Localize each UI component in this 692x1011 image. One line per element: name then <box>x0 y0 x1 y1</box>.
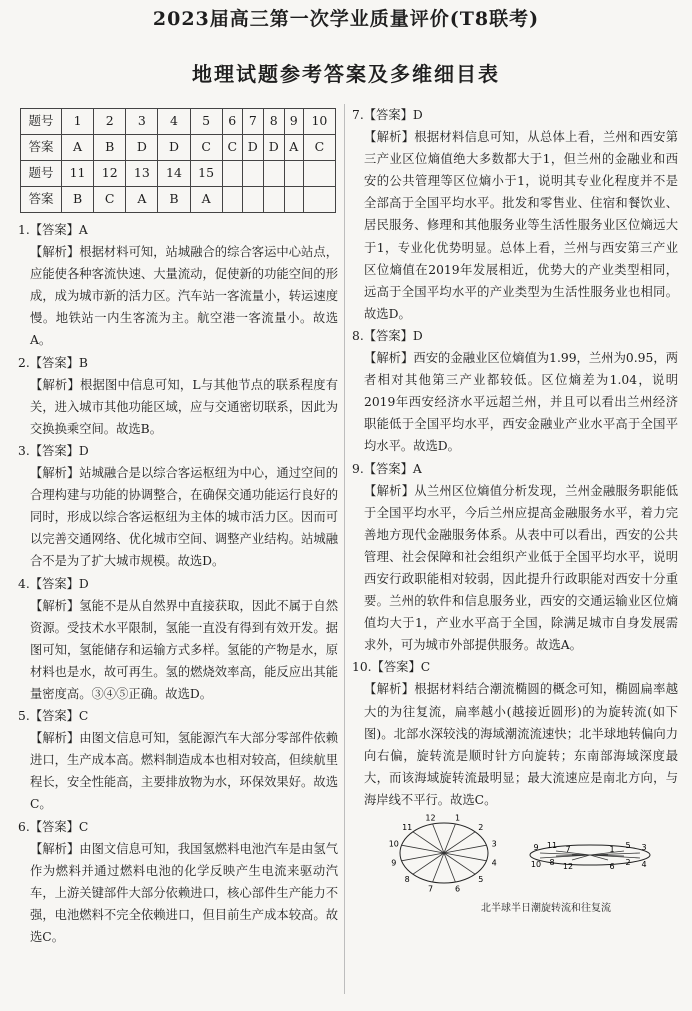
table-row <box>21 161 336 187</box>
row-label: 答案 <box>21 135 62 161</box>
cell: 6 <box>222 109 242 135</box>
cell: 15 <box>190 161 222 187</box>
rotary-hour-label: 1 <box>454 813 461 823</box>
cell <box>284 187 303 213</box>
explanation-5: 【解析】由图文信息可知，氢能源汽车大部分零部件依赖进口，生产成本高。燃料制造成本也相对较高，但续航里程长，安全性能高，主要排放物为水，环保效果好。故选C。 <box>30 731 338 812</box>
reversing-hour-label: 12 <box>562 862 574 871</box>
cell: B <box>94 135 126 161</box>
answer-head-6: 6.【答案】C <box>18 819 89 834</box>
cell: 4 <box>158 109 190 135</box>
rotary-hour-label: 10 <box>388 839 399 849</box>
cell: 14 <box>158 161 190 187</box>
reversing-hour-label: 10 <box>530 860 542 869</box>
cell: 11 <box>62 161 94 187</box>
rotary-hour-label: 11 <box>402 822 413 832</box>
rotary-hour-label: 2 <box>478 822 484 832</box>
cell: 5 <box>190 109 222 135</box>
cell: A <box>126 187 158 213</box>
rotary-hour-label: 5 <box>478 875 484 885</box>
document-title: 2023届高三第一次学业质量评价(T8联考) <box>152 8 540 30</box>
cell: B <box>62 187 94 213</box>
tidal-current-diagram <box>388 813 672 894</box>
row-label: 题号 <box>21 109 62 135</box>
reversing-hour-label: 4 <box>641 860 647 869</box>
answer-head-5: 5.【答案】C <box>18 709 89 724</box>
tidal-current-figure <box>352 815 678 920</box>
cell: 10 <box>303 109 335 135</box>
cell: 7 <box>242 109 263 135</box>
cell: D <box>158 135 190 161</box>
cell: A <box>62 135 94 161</box>
cell: 3 <box>126 109 158 135</box>
cell <box>222 187 242 213</box>
cell: D <box>263 135 284 161</box>
answer-head-3: 3.【答案】D <box>18 443 89 458</box>
cell: C <box>303 135 335 161</box>
explanation-3: 【解析】站城融合是以综合客运枢纽为中心，通过空间的合理构建与功能的协调整合，在确保交通功能运行良好的同时，形成以综合客运枢纽为主体的城市活力区。因而可以完善交通网络、优化城市空间、调整产业结构。站城融合不是为了扩大城市规模。故选D。 <box>30 466 338 569</box>
rotary-hour-label: 4 <box>491 858 497 868</box>
explanation-6: 【解析】由图文信息可知，我国氢燃料电池汽车是由氢气作为燃料并通过燃料电池的化学反映产生电流来驱动汽车，上游关键部件大部分依赖进口，核心部件生产能力不强，电池燃料不完全依赖进口，但目前生产成本较高。故选C。 <box>30 841 338 944</box>
explanation-2: 【解析】根据图中信息可知，L与其他节点的联系程度有关，进入城市其他功能区域，应与交通密切联系，因此为交换换乘空间。故选B。 <box>30 377 338 436</box>
rotary-hour-label: 7 <box>427 884 434 894</box>
cell <box>303 161 335 187</box>
reversing-hour-label: 11 <box>546 841 558 850</box>
cell: D <box>242 135 263 161</box>
cell: A <box>284 135 303 161</box>
explanation-1: 【解析】根据材料可知，站城融合的综合客运中心站点，应能使各种客流快速、大量流动，促使新的功能空间的形成，成为城市新的活力区。汽车站一客流量小，转运速度慢。地铁站一内生客流为主。航空港一客流量小。故选A。 <box>30 245 338 348</box>
answer-head-2: 2.【答案】B <box>18 355 88 370</box>
cell <box>242 161 263 187</box>
cell: B <box>158 187 190 213</box>
reversing-hour-label: 9 <box>533 843 539 852</box>
answer-head-10: 10.【答案】C <box>352 660 431 675</box>
cell <box>222 161 242 187</box>
answer-head-1: 1.【答案】A <box>18 223 88 237</box>
cell <box>263 161 284 187</box>
cell: 2 <box>94 109 126 135</box>
row-label: 答案 <box>21 187 62 213</box>
table-row <box>21 109 336 135</box>
document-subtitle: 地理试题参考答案及多维细目表 <box>192 62 500 86</box>
answer-table <box>20 108 336 213</box>
rotary-hour-label: 6 <box>454 884 461 894</box>
rotary-hour-label: 8 <box>404 875 410 885</box>
answer-head-4: 4.【答案】D <box>18 576 89 591</box>
reversing-hour-label: 6 <box>609 862 615 871</box>
cell: C <box>94 187 126 213</box>
cell: D <box>126 135 158 161</box>
reversing-hour-label: 2 <box>625 858 631 867</box>
table-row <box>21 135 336 161</box>
cell: 13 <box>126 161 158 187</box>
answer-head-8: 8.【答案】D <box>352 328 423 343</box>
figure-caption: 北半球半日潮旋转流和往复流 <box>481 903 611 915</box>
cell: 9 <box>284 109 303 135</box>
reversing-hour-label: 1 <box>609 845 615 854</box>
cell: C <box>190 135 222 161</box>
reversing-hour-label: 5 <box>625 841 631 850</box>
explanation-4: 【解析】氢能不是从自然界中直接获取，因此不属于自然资源。受技术水平限制，氢能一直没有得到有效开发。据图可知，氢能储存和运输方式多样。氢能的产物是水，原材料也是水，故可再生。氢的燃烧效率高，能反应出其能量密度高。③④⑤正确。故选D。 <box>30 598 338 701</box>
rotary-hour-label: 9 <box>391 858 397 868</box>
cell: 1 <box>62 109 94 135</box>
answer-head-7: 7.【答案】D <box>352 108 423 122</box>
column-divider <box>344 104 345 994</box>
cell: 12 <box>94 161 126 187</box>
cell <box>263 187 284 213</box>
reversing-hour-label: 8 <box>549 858 555 867</box>
reversing-hour-label: 3 <box>641 843 647 852</box>
cell: 8 <box>263 109 284 135</box>
row-label: 题号 <box>21 161 62 187</box>
answer-head-9: 9.【答案】A <box>352 461 422 476</box>
explanation-9: 【解析】从兰州区位熵值分析发现，兰州金融服务职能低于全国平均水平，今后兰州应提高金融服务水平，着力完善地方现代金融服务体系。从表中可以看出，西安的公共管理、社会保障和社会组织产业低于全国平均水平，说明西安行政职能相对较弱，因此提升行政职能对西安十分重要。兰州的软件和信息服务业，西安的交通运输业区位熵值均大于1，产业水平高于全国，除满足城市自身发展需求外，可为城市外部提供服务。故选A。 <box>364 483 678 653</box>
table-row <box>21 187 336 213</box>
explanation-8: 【解析】西安的金融业区位熵值为1.99，兰州为0.95，两者相对其他第三产业都较低。区位熵差为1.04，说明2019年西安经济水平远超兰州，并且可以看出兰州经济职能低于全国平均水平，西安金融业产业水平高于全国平均水平。故选D。 <box>364 351 678 454</box>
cell <box>303 187 335 213</box>
explanation-7: 【解析】根据材料信息可知，从总体上看，兰州和西安第三产业区位熵值绝大多数都大于1，但兰州的金融业和西安的公共管理等区位熵小于1，说明其专业化程度并不是全部高于全国平均水平。批发和零售业、住宿和餐饮业、居民服务、修理和其他服务业等生活性服务业区位熵远大于1，专业化优势明显。总体上看，兰州与西安第三产业区位熵值在2019年发展相近，优势大的产业类型相同，远高于全国平均水平的产业类型为生活性服务业也相同。故选D。 <box>364 130 678 321</box>
rotary-hour-label: 12 <box>425 813 436 823</box>
cell <box>284 161 303 187</box>
rotary-spokes <box>402 824 487 885</box>
cell: A <box>190 187 222 213</box>
cell <box>242 187 263 213</box>
explanation-10: 【解析】根据材料结合潮流椭圆的概念可知，椭圆扁率越大的为往复流，扁率越小(越接近圆形)的为旋转流(如下图)。北部水深较浅的海域潮流流速快；北半球地转偏向力向右偏，旋转流是顺时针方向旋转；东南部海域深度最大，而该海域旋转流最明显；最大流速应是南北方向，与海岸线不平行。故选C。 <box>364 682 678 807</box>
reversing-hour-label: 7 <box>565 845 571 854</box>
right-column <box>352 104 678 920</box>
rotary-hour-label: 3 <box>491 839 497 849</box>
cell: C <box>222 135 242 161</box>
left-column <box>18 104 338 948</box>
